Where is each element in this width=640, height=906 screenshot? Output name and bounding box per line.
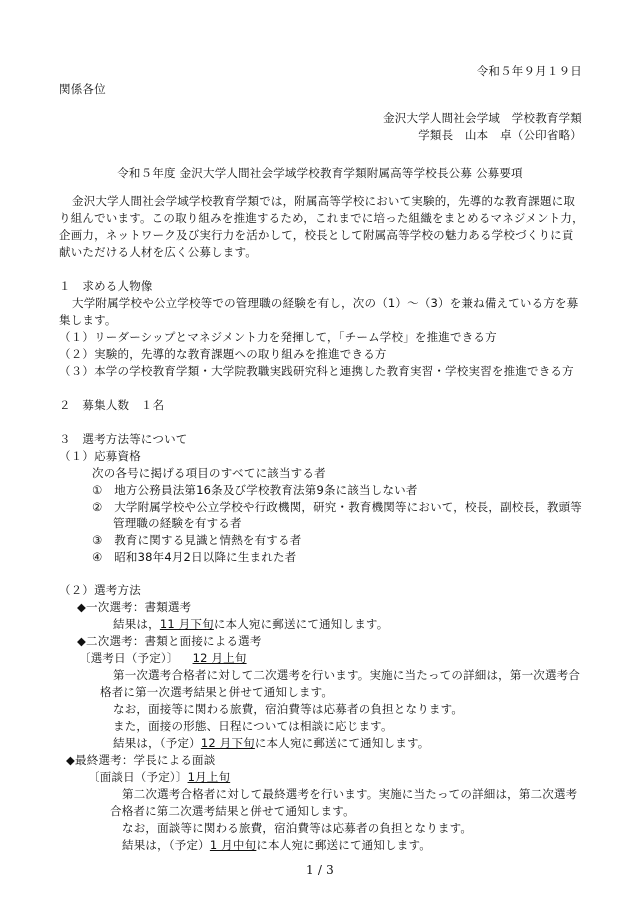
result-date: 12 月下旬: [200, 736, 255, 750]
stage-heading: ◆最終選考：学長による面談: [66, 753, 216, 767]
body-line: 第一次選考合格者に対して二次選考を行います。実施に当たっての詳細は，第一次選考合: [113, 668, 581, 682]
document-date: 令和５年９月１９日: [476, 64, 582, 78]
stage-heading: ◆一次選考：書類選考: [77, 600, 192, 614]
list-item: （１）リーダーシップとマネジメント力を発揮して，「チーム学校」を推進できる方: [59, 330, 497, 344]
intro-line: 献いただける人材を広く公募します。: [59, 245, 257, 259]
list-item: （３）本学の学校教育学類・大学院教職実践研究科と連携した教育実習・学校実習を推進できる方: [59, 364, 574, 378]
list-item: ④ 昭和38年4月2日以降に生まれた者: [92, 550, 297, 564]
body-line: 大学附属学校や公立学校等での管理職の経験を有し，次の（1）～（3）を兼ね備えている方を募: [72, 296, 579, 310]
intro-line: り組んでいます。この取り組みを推進するため，これまでに培った組織をまとめるマネジメント力，: [59, 211, 584, 225]
list-item: ③ 教育に関する見識と情熱を有する者: [92, 533, 302, 547]
list-item: ② 大学附属学校や公立学校や行政機関，研究・教育機関等において，校長，副校長，教頭等: [92, 500, 582, 514]
list-item: （２）実験的，先導的な教育課題への取り組みを推進できる方: [59, 347, 387, 361]
body-line: 集します。: [59, 313, 117, 327]
section-heading: １ 求める人物像: [59, 279, 153, 293]
addressee: 関係各位: [59, 82, 106, 96]
result-date: 11 月下旬: [159, 617, 214, 631]
schedule-line: 〔選考日（予定）〕 12 月上旬: [79, 651, 247, 665]
result-line: 結果は，（予定）12 月下旬に本人宛に郵送にて通知します。: [113, 736, 430, 750]
subsection-heading: （２）選考方法: [59, 583, 141, 597]
intro-line: 企画力，ネットワーク及び実行力を活かして，校長として附属高等学校の魅力ある学校づくりに貢: [59, 228, 574, 242]
stage-heading: ◆二次選考：書類と面接による選考: [77, 634, 262, 648]
result-date: 1 月中旬: [209, 838, 257, 852]
section-heading: ２ 募集人数 １名: [59, 398, 165, 412]
sender-name: 学類長 山本 卓（公印省略）: [418, 128, 582, 142]
page-number: 1 / 3: [306, 863, 334, 877]
schedule-date: 12 月上旬: [192, 651, 247, 665]
body-line: 合格者に第二次選考結果と併せて通知します。: [110, 804, 355, 818]
list-item-continuation: 管理職の経験を有する者: [113, 516, 242, 530]
list-item: ① 地方公務員法第16条及び学校教育法第9条に該当しない者: [92, 483, 418, 497]
subsection-heading: （１）応募資格: [59, 449, 141, 463]
body-line: なお，面談等に関わる旅費，宿泊費等は応募者の負担となります。: [122, 821, 473, 835]
body-line: 第二次選考合格者に対して最終選考を行います。実施に当たっての詳細は，第二次選考: [122, 787, 578, 801]
sender-organization: 金沢大学人間社会学域 学校教育学類: [383, 111, 582, 125]
body-line: なお，面接等に関わる旅費，宿泊費等は応募者の負担となります。: [113, 702, 464, 716]
schedule-date: 1月上旬: [187, 770, 231, 784]
document-title: 令和５年度 金沢大学人間社会学域学校教育学類附属高等学校長公募 公募要項: [117, 166, 523, 180]
section-heading: ３ 選考方法等について: [59, 432, 188, 446]
schedule-line: 〔面談日（予定）〕1月上旬: [88, 770, 231, 784]
body-line: 格者に第一次選考結果と併せて通知します。: [100, 685, 334, 699]
body-line: 次の各号に掲げる項目のすべてに該当する者: [92, 466, 326, 480]
result-line: 結果は，（予定）1 月中旬に本人宛に郵送にて通知します。: [122, 838, 431, 852]
body-line: また，面接の形態、日程については相談に応じます。: [113, 719, 393, 733]
intro-line: 金沢大学人間社会学域学校教育学類では，附属高等学校において実験的，先導的な教育課題に取: [72, 194, 576, 208]
result-line: 結果は，11 月下旬に本人宛に郵送にて通知します。: [113, 617, 389, 631]
